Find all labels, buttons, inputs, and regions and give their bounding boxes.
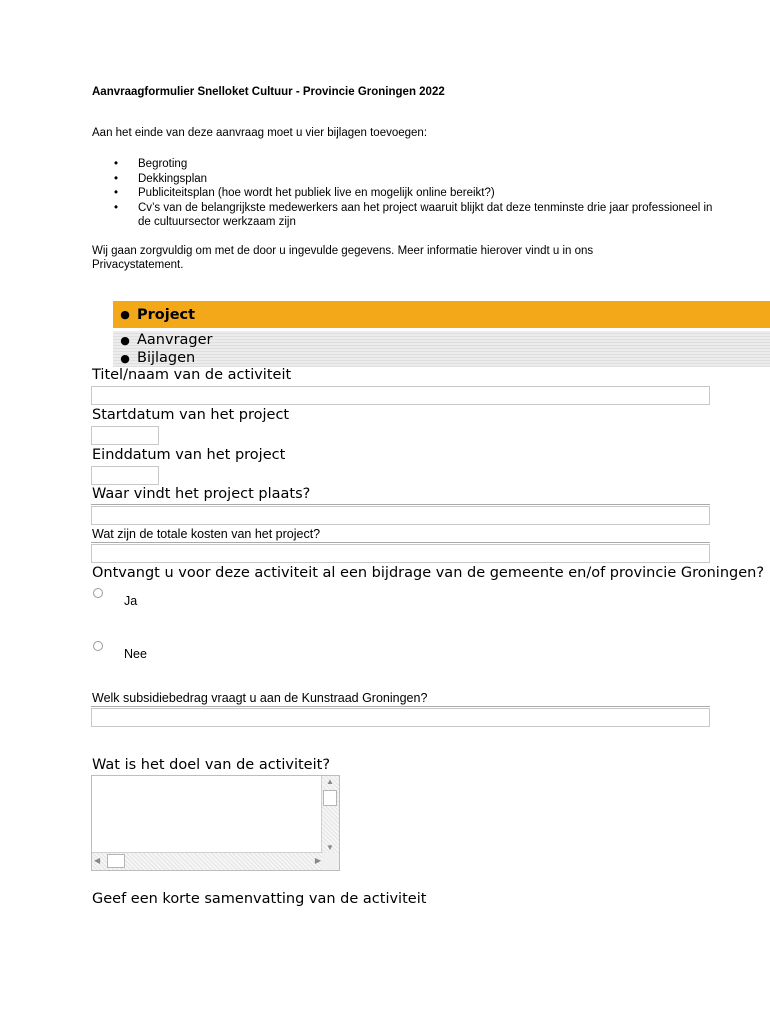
- goal-textarea[interactable]: [91, 775, 340, 871]
- tab-aanvrager[interactable]: [113, 331, 770, 349]
- location-input[interactable]: [91, 506, 710, 525]
- subsidy-amount-input[interactable]: [91, 708, 710, 727]
- form-title: Aanvraagformulier Snelloket Cultuur - Provincie Groningen 2022: [92, 86, 445, 98]
- bullet-icon: ●: [120, 351, 130, 365]
- attachments-list: [92, 157, 718, 230]
- list-item: • Begroting: [92, 157, 718, 172]
- vertical-scrollbar[interactable]: [321, 776, 339, 854]
- scroll-down-icon[interactable]: ▼: [326, 843, 334, 852]
- tab-label: Bijlagen: [137, 350, 196, 366]
- scroll-up-icon[interactable]: ▲: [326, 777, 334, 786]
- radio-yes-label: Ja: [124, 594, 138, 608]
- bullet-icon: ●: [120, 333, 130, 347]
- privacy-notice: Wij gaan zorgvuldig om met de door u ingevulde gegevens. Meer informatie hierover vindt u in ons Privacystatement.: [92, 245, 594, 271]
- tab-label: Aanvrager: [137, 332, 213, 348]
- subsidy-amount-label: Welk subsidiebedrag vraagt u aan de Kunstraad Groningen?: [92, 691, 428, 705]
- tab-bijlagen[interactable]: [113, 349, 770, 367]
- list-item: • Cv’s van de belangrijkste medewerkers aan het project waaruit blijkt dat deze tenminste drie jaar professioneel in de cultuursector werkzaam zijn: [92, 201, 718, 230]
- goal-label: Wat is het doel van de activiteit?: [92, 757, 331, 773]
- divider: [91, 542, 710, 543]
- scroll-right-icon[interactable]: ▶: [314, 856, 321, 865]
- divider: [91, 706, 710, 707]
- divider: [91, 504, 710, 505]
- summary-label: Geef een korte samenvatting van de activiteit: [92, 891, 427, 907]
- location-label: Waar vindt het project plaats?: [92, 486, 311, 502]
- activity-title-label: Titel/naam van de activiteit: [92, 367, 292, 383]
- attachments-intro: Aan het einde van deze aanvraag moet u vier bijlagen toevoegen:: [92, 127, 428, 139]
- form-tabs: [0, 301, 770, 366]
- total-costs-label: Wat zijn de totale kosten van het project?: [92, 527, 321, 541]
- radio-no-label: Nee: [124, 647, 147, 661]
- start-date-label: Startdatum van het project: [92, 407, 290, 423]
- scroll-thumb[interactable]: [323, 790, 337, 806]
- total-costs-input[interactable]: [91, 544, 710, 563]
- list-item: • Dekkingsplan: [92, 172, 718, 187]
- end-date-input[interactable]: [91, 466, 159, 485]
- scroll-left-icon[interactable]: ◀: [94, 856, 101, 865]
- horizontal-scrollbar[interactable]: [92, 852, 323, 870]
- scroll-corner: [322, 853, 339, 870]
- end-date-label: Einddatum van het project: [92, 447, 286, 463]
- radio-no[interactable]: [93, 641, 103, 651]
- inactive-tabs: [0, 331, 770, 367]
- contribution-question: Ontvangt u voor deze activiteit al een bijdrage van de gemeente en/of provincie Groningen?: [92, 565, 765, 581]
- start-date-input[interactable]: [91, 426, 159, 445]
- radio-yes[interactable]: [93, 588, 103, 598]
- bullet-icon: ●: [120, 308, 130, 321]
- activity-title-input[interactable]: [91, 386, 710, 405]
- list-item: • Publiciteitsplan (hoe wordt het publiek live en mogelijk online bereikt?): [92, 186, 718, 201]
- scroll-thumb[interactable]: [107, 854, 125, 868]
- tab-project[interactable]: [113, 301, 770, 328]
- tab-label: Project: [137, 306, 196, 323]
